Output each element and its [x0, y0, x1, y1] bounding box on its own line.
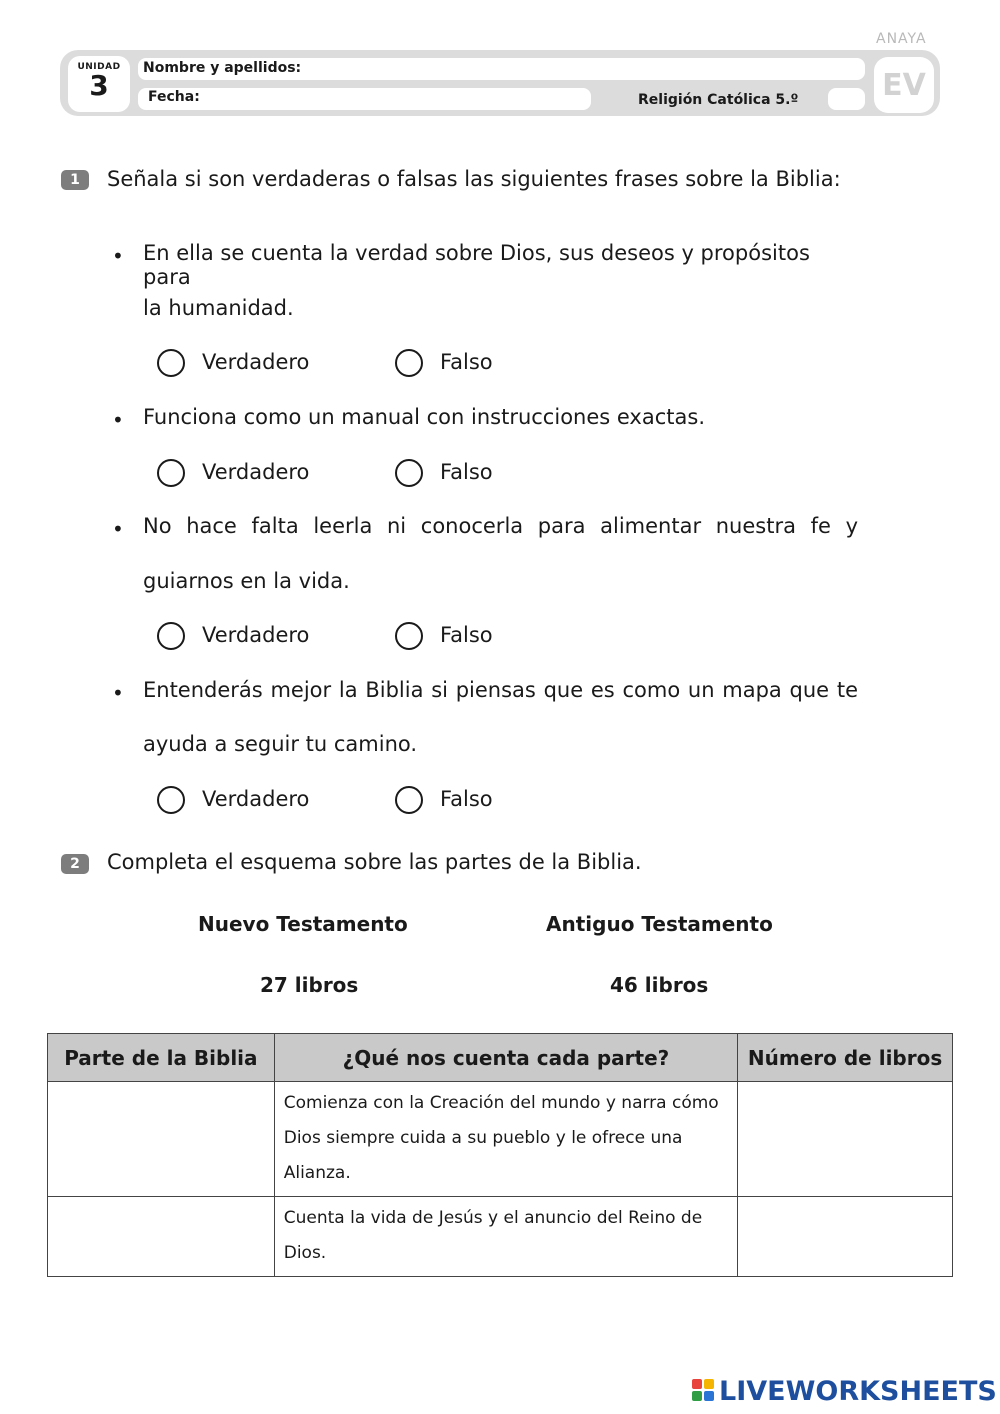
question-1-true-radio[interactable] — [157, 349, 185, 377]
question-4-true-label: Verdadero — [202, 787, 310, 811]
name-field[interactable] — [138, 58, 865, 80]
question-1-true-label: Verdadero — [202, 350, 310, 374]
unit-box — [68, 56, 130, 112]
unit-label: UNIDAD — [77, 62, 121, 72]
word-bank-item[interactable]: 27 libros — [260, 973, 359, 997]
table-header: Parte de la Biblia — [48, 1034, 275, 1082]
logo-text: LIVEWORKSHEETS — [719, 1376, 997, 1407]
table-row — [48, 1197, 953, 1277]
unit-number: 3 — [89, 69, 109, 102]
question-3-false-label: Falso — [440, 623, 493, 647]
ev-badge: EV — [874, 57, 934, 113]
part-drop-cell[interactable] — [48, 1082, 275, 1197]
word-bank-item[interactable]: Nuevo Testamento — [198, 912, 408, 936]
name-label: Nombre y apellidos: — [143, 60, 302, 76]
bullet: • — [112, 681, 124, 705]
bullet: • — [112, 408, 124, 432]
word-bank-item[interactable]: 46 libros — [610, 973, 709, 997]
question-4-true-radio[interactable] — [157, 786, 185, 814]
bible-parts-table — [47, 1033, 953, 1277]
description-cell: Cuenta la vida de Jesús y el anuncio del Reino de Dios. — [274, 1197, 737, 1277]
word-bank-item[interactable]: Antiguo Testamento — [546, 912, 773, 936]
books-drop-cell[interactable] — [738, 1082, 953, 1197]
question-2-true-label: Verdadero — [202, 460, 310, 484]
question-2-line-1: Funciona como un manual con instrucciones exactas. — [143, 405, 705, 429]
description-cell: Comienza con la Creación del mundo y narra cómo Dios siempre cuida a su pueblo y le ofrece una Alianza. — [274, 1082, 737, 1197]
publisher-logo: ANAYA — [876, 31, 927, 47]
part-drop-cell[interactable] — [48, 1197, 275, 1277]
exercise-1-number: 1 — [61, 170, 89, 190]
question-3-true-radio[interactable] — [157, 622, 185, 650]
table-header-row — [48, 1034, 953, 1082]
question-2-false-label: Falso — [440, 460, 493, 484]
question-4-false-radio[interactable] — [395, 786, 423, 814]
date-label: Fecha: — [148, 89, 200, 105]
question-2-false-radio[interactable] — [395, 459, 423, 487]
question-1-false-radio[interactable] — [395, 349, 423, 377]
grade-field[interactable] — [828, 88, 865, 110]
question-4-line-2: ayuda a seguir tu camino. — [143, 732, 418, 756]
question-3-line-1: No hace falta leerla ni conocerla para alimentar nuestra fe y — [143, 514, 858, 538]
question-2-true-radio[interactable] — [157, 459, 185, 487]
exercise-2-instruction: Completa el esquema sobre las partes de la Biblia. — [107, 850, 642, 874]
question-3-line-2: guiarnos en la vida. — [143, 569, 350, 593]
table-header: Número de libros — [738, 1034, 953, 1082]
date-field[interactable] — [138, 88, 591, 110]
question-4-line-1: Entenderás mejor la Biblia si piensas que es como un mapa que te — [143, 678, 858, 702]
bullet: • — [112, 244, 124, 268]
exercise-1-instruction: Señala si son verdaderas o falsas las siguientes frases sobre la Biblia: — [107, 167, 841, 191]
question-4-false-label: Falso — [440, 787, 493, 811]
bullet: • — [112, 517, 124, 541]
question-1-line-2: la humanidad. — [143, 296, 294, 320]
question-1-line-1: En ella se cuenta la verdad sobre Dios, sus deseos y propósitos para — [143, 241, 810, 289]
table-row — [48, 1082, 953, 1197]
question-3-true-label: Verdadero — [202, 623, 310, 647]
question-3-false-radio[interactable] — [395, 622, 423, 650]
table-header: ¿Qué nos cuenta cada parte? — [274, 1034, 737, 1082]
subject-label: Religión Católica 5.º — [638, 92, 799, 108]
exercise-2-number: 2 — [61, 854, 89, 874]
books-drop-cell[interactable] — [738, 1197, 953, 1277]
question-1-false-label: Falso — [440, 350, 493, 374]
logo-mark-icon — [692, 1379, 716, 1403]
